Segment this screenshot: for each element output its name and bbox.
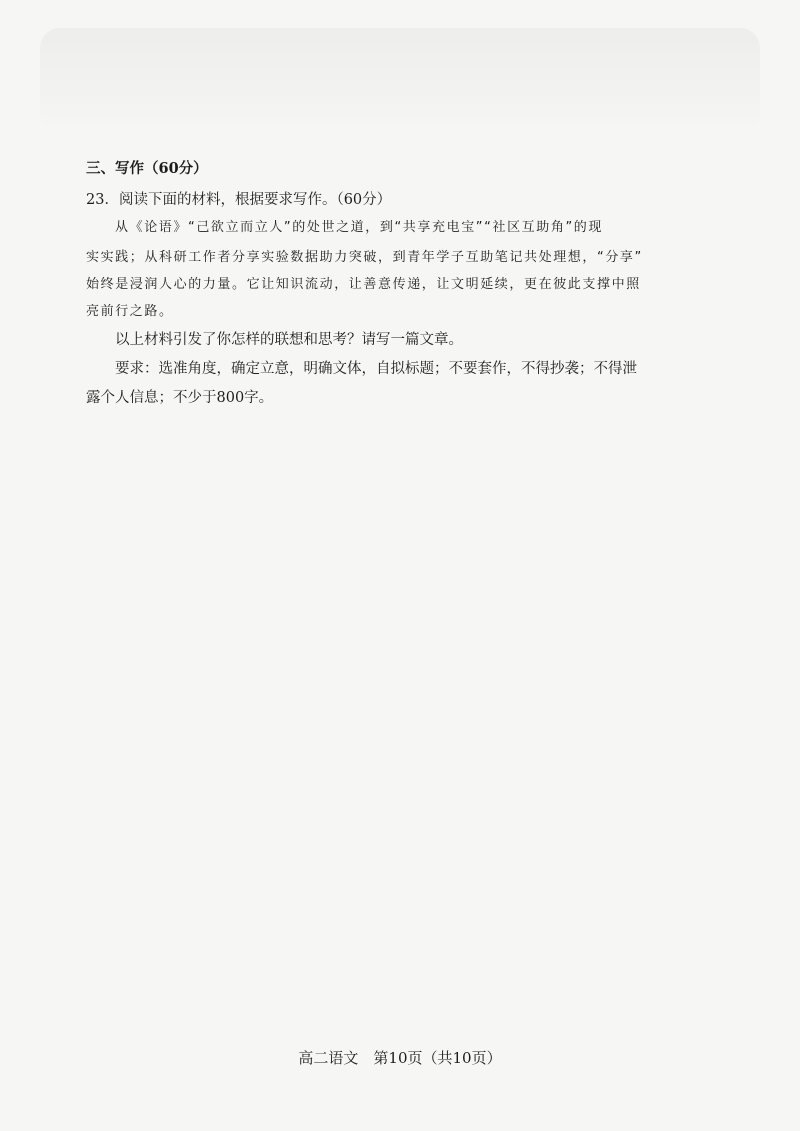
material-line-3: 始终是浸润人心的力量。它让知识流动，让善意传递，让文明延续，更在彼此支撑中照	[86, 277, 641, 292]
writing-task: 以上材料引发了你怎样的联想和思考？请写一篇文章。	[115, 332, 463, 348]
question-prompt: 23．阅读下面的材料，根据要求写作。（60分）	[86, 192, 392, 208]
requirements-line-2: 露个人信息；不少于800字。	[86, 390, 274, 406]
requirements-line-1: 要求：选准角度，确定立意，明确文体，自拟标题；不要套作，不得抄袭；不得泄	[115, 361, 637, 377]
scan-shadow	[40, 28, 760, 133]
section-title: 三、写作（60分）	[86, 160, 208, 177]
material-line-4: 亮前行之路。	[86, 304, 174, 319]
material-line-2: 实实践；从科研工作者分享实验数据助力突破，到青年学子互助笔记共处理想，“分享”	[86, 250, 643, 265]
page-footer: 高二语文 第10页（共10页）	[298, 1049, 502, 1067]
material-line-1: 从《论语》“己欲立而立人”的处世之道，到“共享充电宝”“社区互助角”的现	[115, 220, 604, 235]
